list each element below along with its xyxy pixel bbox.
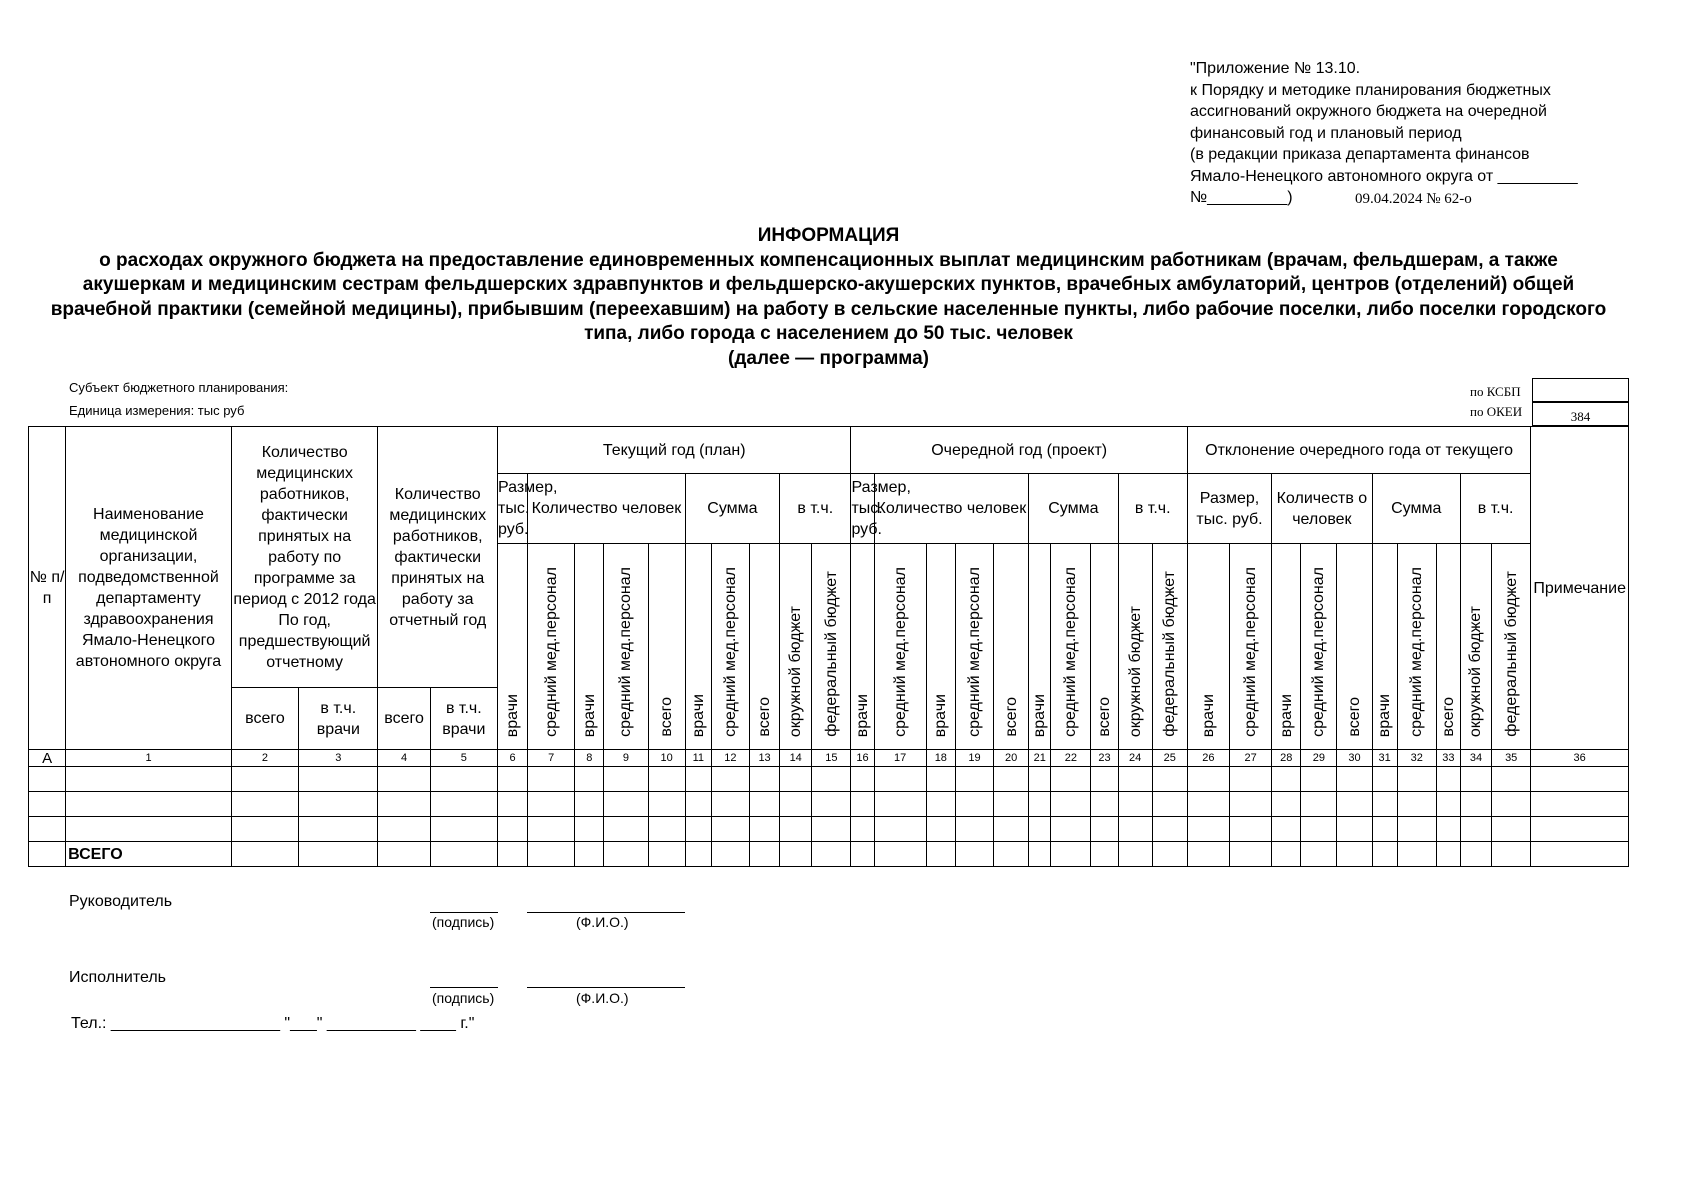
- name-caption: (Ф.И.О.): [576, 914, 629, 930]
- appendix-line: №_________): [1190, 189, 1293, 206]
- subheader-federal-budget: федеральный бюджет: [1152, 544, 1187, 750]
- subheader-incl-doctors: в т.ч. врачи: [299, 688, 378, 750]
- column-number: 7: [528, 750, 575, 767]
- table-row: [29, 792, 1629, 817]
- subheader-staff: средний мед.персонал: [1301, 544, 1337, 750]
- column-number: 31: [1372, 750, 1397, 767]
- column-number: 22: [1051, 750, 1091, 767]
- column-number: 15: [812, 750, 851, 767]
- column-number: 24: [1118, 750, 1152, 767]
- subheader-doctors: врачи: [497, 544, 527, 750]
- header-size: Размер, тыс. руб.: [851, 474, 874, 544]
- signature-caption: (подпись): [432, 990, 495, 1006]
- total-label: ВСЕГО: [66, 842, 232, 867]
- subheader-total: всего: [648, 544, 685, 750]
- column-number: 26: [1187, 750, 1229, 767]
- column-number: 5: [430, 750, 497, 767]
- subheader-doctors: врачи: [1187, 544, 1229, 750]
- column-number: 28: [1272, 750, 1301, 767]
- subheader-staff: средний мед.персонал: [1397, 544, 1436, 750]
- subheader-staff: средний мед.персонал: [955, 544, 993, 750]
- column-number: 25: [1152, 750, 1187, 767]
- appendix-line: к Порядку и методике планирования бюджетных: [1190, 81, 1551, 99]
- appendix-line: финансовый год и плановый период: [1190, 124, 1462, 142]
- column-number-row: [29, 750, 1629, 767]
- header-count: Количество человек: [528, 474, 686, 544]
- subheader-federal-budget: федеральный бюджет: [812, 544, 851, 750]
- column-number: 1: [66, 750, 232, 767]
- header-current-year: Текущий год (план): [497, 427, 850, 474]
- subheader-doctors: врачи: [685, 544, 711, 750]
- name-caption: (Ф.И.О.): [576, 990, 629, 1006]
- subheader-incl-doctors: в т.ч. врачи: [430, 688, 497, 750]
- appendix-line: "Приложение № 13.10.: [1190, 60, 1361, 77]
- header-next-year: Очередной год (проект): [851, 427, 1187, 474]
- subheader-total: всего: [231, 688, 298, 750]
- header-size: Размер, тыс. руб.: [1187, 474, 1271, 544]
- executor-label: Исполнитель: [69, 969, 167, 986]
- subheader-total: всего: [1091, 544, 1118, 750]
- subheader-district-budget: окружной бюджет: [1118, 544, 1152, 750]
- column-number: 9: [604, 750, 648, 767]
- unit-label: Единица измерения: тыс руб: [69, 403, 245, 418]
- header-sum: Сумма: [1372, 474, 1460, 544]
- subject-label: Субъект бюджетного планирования:: [69, 380, 289, 395]
- column-number: 8: [575, 750, 604, 767]
- executor-name-line[interactable]: [527, 987, 685, 988]
- table-row: [29, 767, 1629, 792]
- phone-date-line: Тел.: ___________________ "___" __________ ____ г.": [71, 1015, 475, 1032]
- signature-caption: (подпись): [432, 914, 495, 930]
- header-incl: в т.ч.: [1118, 474, 1187, 544]
- column-number: 14: [780, 750, 812, 767]
- subheader-federal-budget: федеральный бюджет: [1492, 544, 1531, 750]
- column-number: 6: [497, 750, 527, 767]
- column-number: 3: [299, 750, 378, 767]
- column-number: 32: [1397, 750, 1436, 767]
- header-incl: в т.ч.: [780, 474, 851, 544]
- subheader-total: всего: [750, 544, 780, 750]
- column-number: 23: [1091, 750, 1118, 767]
- header-sum: Сумма: [1029, 474, 1118, 544]
- column-number: 18: [926, 750, 955, 767]
- subheader-staff: средний мед.персонал: [874, 544, 926, 750]
- executor-signature-line[interactable]: [430, 987, 498, 988]
- subheader-staff: средний мед.персонал: [1230, 544, 1272, 750]
- header-count: Количество человек: [874, 474, 1029, 544]
- document-title: [0, 224, 1657, 371]
- report-table: [28, 426, 1629, 867]
- header-organization: Наименование медицинской организации, подведомственной департаменту здравоохранения Ямало-Ненецкого автономного округа: [66, 427, 232, 750]
- head-name-line[interactable]: [527, 912, 685, 913]
- appendix-line: Ямало-Ненецкого автономного округа от _________: [1190, 167, 1578, 185]
- column-number: 20: [994, 750, 1029, 767]
- column-number: 34: [1460, 750, 1491, 767]
- header-incl: в т.ч.: [1460, 474, 1530, 544]
- subheader-staff: средний мед.персонал: [711, 544, 749, 750]
- decree-stamp: 09.04.2024 № 62-о: [1355, 191, 1472, 207]
- header-hired-report-year: Количество медицинских работников, фактически принятых на работу за отчетный год: [378, 427, 498, 688]
- subheader-doctors: врачи: [851, 544, 874, 750]
- column-number: 30: [1337, 750, 1372, 767]
- subheader-doctors: врачи: [1272, 544, 1301, 750]
- column-number: 16: [851, 750, 874, 767]
- column-number: А: [29, 750, 66, 767]
- okei-label: по ОКЕИ: [1470, 404, 1523, 419]
- subheader-staff: средний мед.персонал: [1051, 544, 1091, 750]
- header-count: Количеств о человек: [1272, 474, 1372, 544]
- subheader-total: всего: [994, 544, 1029, 750]
- subheader-doctors: врачи: [1372, 544, 1397, 750]
- subheader-total: всего: [1337, 544, 1372, 750]
- header-hired-previous: Количество медицинских работников, фактически принятых на работу по программе за период с 2012 года По год, предшествующий отчетному: [231, 427, 378, 688]
- subheader-staff: средний мед.персонал: [604, 544, 648, 750]
- head-signature-line[interactable]: [430, 912, 498, 913]
- appendix-note: [1190, 58, 1630, 209]
- column-number: 36: [1531, 750, 1629, 767]
- column-number: 11: [685, 750, 711, 767]
- column-number: 2: [231, 750, 298, 767]
- ksbp-label: по КСБП: [1470, 384, 1521, 399]
- column-number: 13: [750, 750, 780, 767]
- title-suffix: (далее — программа): [728, 347, 929, 369]
- head-label: Руководитель: [69, 893, 173, 910]
- column-number: 27: [1230, 750, 1272, 767]
- column-number: 35: [1492, 750, 1531, 767]
- subheader-total: всего: [378, 688, 430, 750]
- column-number: 21: [1029, 750, 1051, 767]
- ksbp-code-box[interactable]: [1532, 378, 1629, 402]
- title-subtitle: о расходах окружного бюджета на предоставление единовременных компенсационных выплат медицинским работникам (врачам, фельдшерам, а также акушеркам и медицинским сестрам фельдшерских здравпунктов и фельдшерско-акушерских пунктов, врачебных амбулаторий, центров (отделений) общей врачебной практики (семейной медицины), прибывшим (переехавшим) на работу в сельские населенные пункты, либо рабочие поселки, либо поселки городского типа, либо города с населением до 50 тыс. человек: [50, 249, 1607, 344]
- subheader-district-budget: окружной бюджет: [1460, 544, 1491, 750]
- column-number: 17: [874, 750, 926, 767]
- subheader-doctors: врачи: [926, 544, 955, 750]
- okei-code-box: 384: [1532, 402, 1629, 426]
- column-number: 19: [955, 750, 993, 767]
- column-number: 4: [378, 750, 430, 767]
- column-number: 12: [711, 750, 749, 767]
- appendix-line: ассигнований окружного бюджета на очередной: [1190, 103, 1547, 120]
- subheader-doctors: врачи: [575, 544, 604, 750]
- column-number: 29: [1301, 750, 1337, 767]
- total-row: [29, 842, 1629, 867]
- subheader-staff: средний мед.персонал: [528, 544, 575, 750]
- column-number: 33: [1436, 750, 1460, 767]
- header-note: Примечание: [1531, 427, 1629, 750]
- subheader-doctors: врачи: [1029, 544, 1051, 750]
- column-number: 10: [648, 750, 685, 767]
- subheader-total: всего: [1436, 544, 1460, 750]
- header-deviation: Отклонение очередного года от текущего: [1187, 427, 1530, 474]
- title-main: ИНФОРМАЦИЯ: [757, 225, 900, 246]
- header-size: Размер, тыс. руб.: [497, 474, 527, 544]
- header-num: № п/п: [29, 427, 66, 750]
- table-row: [29, 817, 1629, 842]
- header-sum: Сумма: [685, 474, 779, 544]
- appendix-line: (в редакции приказа департамента финансов: [1190, 146, 1530, 163]
- subheader-district-budget: окружной бюджет: [780, 544, 812, 750]
